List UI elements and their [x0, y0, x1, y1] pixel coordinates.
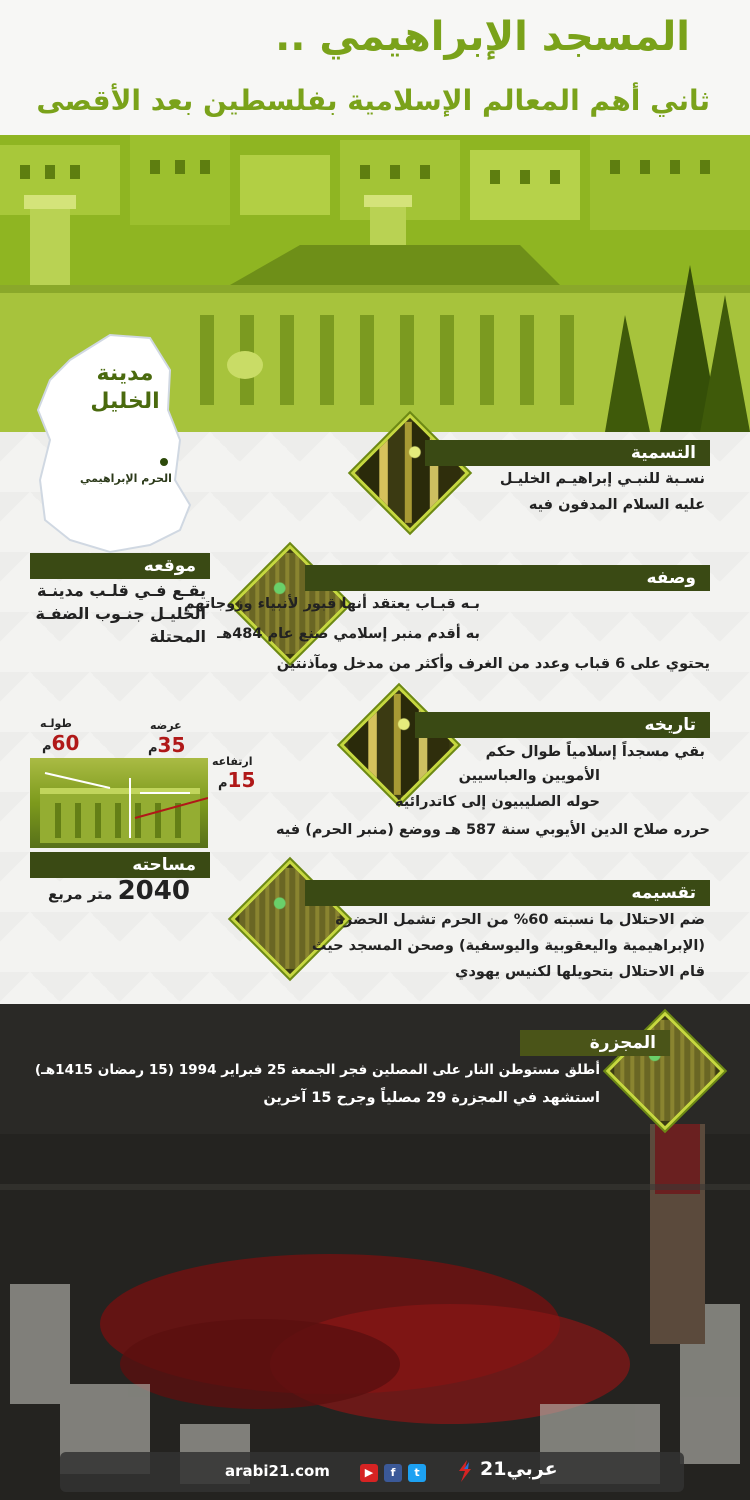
location-text-1: يقـع فـي قلـب مدينـة [36, 581, 206, 600]
massacre-header [520, 1030, 670, 1056]
length-value: 60 [51, 731, 80, 755]
length-value-group [42, 731, 79, 755]
area-header [30, 852, 210, 878]
division-text-3: قام الاحتلال بتحويلها لكنيس يهودي [455, 964, 705, 980]
location-header [30, 553, 210, 579]
brand-name[interactable]: عربي21 [480, 1458, 558, 1480]
width-value: 35 [157, 733, 186, 757]
mosque-dimensions-photo [30, 758, 208, 848]
description-header [305, 565, 710, 591]
division-text-1: ضم الاحتلال ما نسبته 60% من الحرم تشمل الحضرة [335, 912, 705, 928]
area-unit: متر مربع [48, 885, 113, 903]
youtube-icon[interactable]: ▶ [360, 1464, 378, 1482]
location-text-3: المحتلة [149, 627, 206, 646]
area-title: مساحته [132, 855, 196, 875]
naming-text-1: نسـبة للنبـي إبراهيـم الخليـل [499, 471, 705, 487]
height-unit: م [218, 776, 228, 791]
naming-text-2: عليه السلام المدفون فيه [528, 497, 705, 513]
division-title: تقسيمه [631, 883, 696, 903]
massacre-text-2: استشهد في المجزرة 29 مصلياً وجرح 15 آخرين [263, 1090, 600, 1106]
division-text-2: (الإبراهيمية واليعقوبية واليوسفية) وصحن المسجد حيث [311, 938, 705, 954]
map-city-label: مدينة الخليل [90, 361, 160, 414]
length-unit: م [42, 739, 52, 754]
brand-logo-icon [457, 1460, 473, 1482]
description-text-1: بـه قبـاب يعتقد أنها قبور لأنبياء وزوجاتهم [183, 596, 480, 612]
naming-header [425, 440, 710, 466]
page-subtitle: ثاني أهم المعالم الإسلامية بفلسطين بعد الأقصى [36, 84, 710, 117]
history-text-4: حرره صلاح الدين الأيوبي سنة 587 هـ ووضع (منبر الحرم) فيه [275, 822, 710, 838]
height-value-group [218, 768, 255, 792]
haram-marker [158, 456, 170, 468]
division-header [305, 880, 710, 906]
history-text-3: حوله الصليبيون إلى كاتدرائية [394, 794, 600, 810]
history-header [415, 712, 710, 738]
description-title: وصفه [646, 568, 696, 588]
history-title: تاريخه [644, 715, 696, 735]
facebook-icon[interactable]: f [384, 1464, 402, 1482]
page-title: المسجد الإبراهيمي .. [275, 14, 690, 60]
haram-marker-label: الحرم الإبراهيمي [80, 472, 172, 485]
location-title: موقعه [143, 556, 196, 576]
naming-title: التسمية [630, 443, 696, 463]
history-text-2: الأمويين والعباسيين [458, 768, 600, 784]
area-value: 2040 [117, 876, 190, 906]
area-value-group [48, 876, 190, 906]
twitter-icon[interactable]: t [408, 1464, 426, 1482]
history-text-1: بقي مسجداً إسلامياً طوال حكم [485, 744, 705, 760]
location-text-2: الخليـل جنـوب الضفـة [35, 604, 206, 623]
height-label: ارتفاعه [212, 755, 253, 768]
width-value-group [148, 733, 185, 757]
site-link[interactable]: arabi21.com [225, 1462, 330, 1480]
description-text-2: به أقدم منبر إسلامي صنع عام 484هـ [217, 626, 480, 642]
height-value: 15 [227, 768, 256, 792]
length-label: طولـه [40, 717, 72, 730]
width-unit: م [148, 741, 158, 756]
description-text-3: يحتوي على 6 قباب وعدد من الغرف وأكثر من مدخل ومآذنتين [276, 656, 710, 672]
width-label: عرضه [150, 719, 182, 732]
massacre-title: المجزرة [589, 1033, 656, 1053]
massacre-text-1: أطلق مستوطن النار على المصلين فجر الجمعة 25 فبراير 1994 (15 رمضان 1415هـ) [34, 1062, 600, 1078]
